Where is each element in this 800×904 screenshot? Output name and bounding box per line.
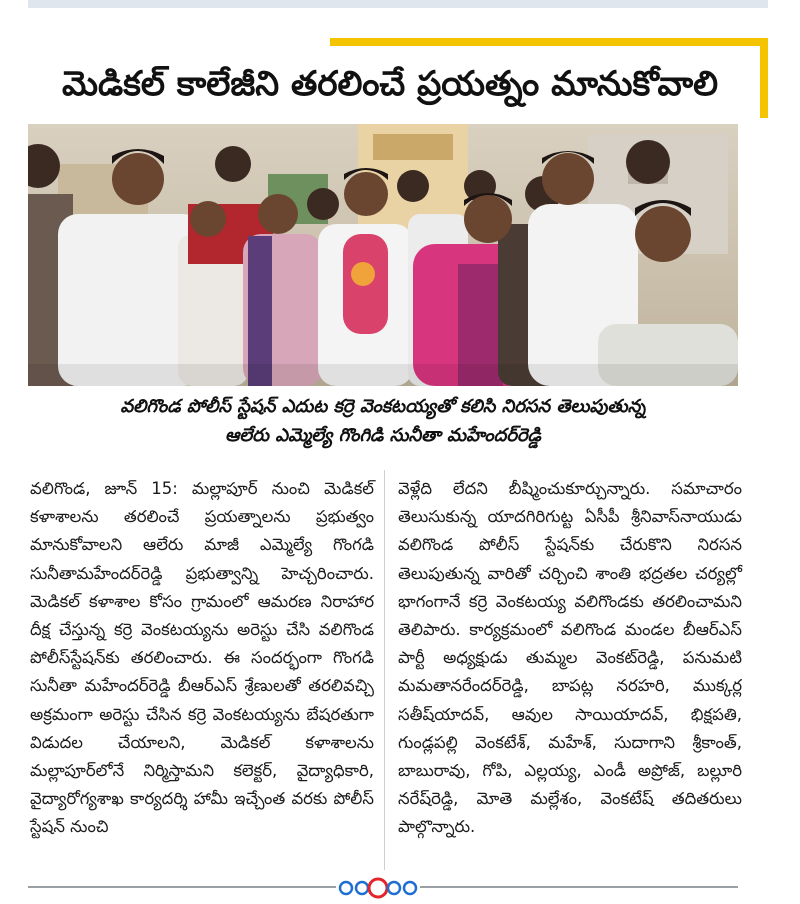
article-headline: మెడికల్ కాలేజీని తరలించే ప్రయత్నం మానుకోవాలి bbox=[61, 64, 719, 104]
top-strip bbox=[28, 0, 768, 8]
column-divider bbox=[384, 470, 385, 870]
ring-ornament-icon bbox=[336, 876, 420, 900]
caption-line-2: ఆలేరు ఎమ్మెల్యే గొంగిడి సునీతా మహేందర్‌రెడ్డి bbox=[225, 425, 541, 446]
photo-caption bbox=[28, 392, 738, 450]
article-body-right: వెళ్లేది లేదని బీష్మించుకూర్చున్నారు. సమాచారం తెలుసుకున్న యాదగిరిగుట్ట ఏసీపీ శ్రీనివాస్‌నాయుడు వలిగొండ పోలీస్ స్టేషన్‌కు చేరుకొని నిరసన తెలుపుతున్న వారితో చర్చించి శాంతి భద్రతల చర్యల్లో భాగంగానే కర్రె వెంకటయ్య వలిగొండకు తరలించామని తెలిపారు. కార్యక్రమంలో వలిగొండ మండల బీఆర్‌ఎస్ పార్టీ అధ్యక్షుడు తుమ్మల వెంకట్‌రెడ్డి, పనుమటి మమతానరేందర్‌రెడ్డి, బాపట్ల నరహరి, ముక్కర్ల సతీష్‌యాదవ్, ఆవుల సాయియాదవ్, భిక్షపతి, గుండ్లపల్లి వెంకటేశ్, మహేశ్, సుదాగాని శ్రీకాంత్, బాబురావు, గోపి, ఎల్లయ్య, ఎండీ అప్రోజ్, బల్లూరి నరేష్‌రెడ్డి, మోతె మల్లేశం, వెంకటేష్ తదితరులు పాల్గొన్నారు. bbox=[398, 479, 742, 837]
article-body-left: వలిగొండ, జూన్ 15: మల్లాపూర్ నుంచి మెడికల్ కళాశాలను తరలించే ప్రయత్నాలను ప్రభుత్వం మానుకోవాలని ఆలేరు మాజీ ఎమ్మెల్యే గొంగడి సునీతామహేందర్‌రెడ్డి ప్రభుత్వాన్ని హెచ్చరించారు. మెడికల్ కళాశాల కోసం గ్రామంలో ఆమరణ నిరాహార దీక్ష చేస్తున్న కర్రె వెంకటయ్యను అరెస్టు చేసి వలిగొండ పోలీస్‌స్టేషన్‌కు తరలించారు. ఈ సందర్భంగా గొంగడి సునీతా మహేందర్‌రెడ్డి బీఆర్‌ఎస్ శ్రేణులతో తరలివచ్చి అక్రమంగా అరెస్టు చేసిన కర్రె వెంకటయ్యను బేషరతుగా విడుదల చేయాలని, మెడికల్ కళాశాలను మల్లాపూర్‌లోనే నిర్మిస్తామని కలెక్టర్, వైద్యాధికారి, వైద్యారోగ్యశాఖ కార్యదర్శి హామీ ఇచ్చేంత వరకు పోలీస్ స్టేషన్ నుంచి bbox=[30, 479, 374, 837]
accent-bar bbox=[330, 38, 768, 46]
news-photo bbox=[28, 124, 738, 386]
accent-bar-side bbox=[760, 38, 768, 118]
caption-line-1: వలిగొండ పోలీస్ స్టేషన్ ఎదుట కర్రె వెంకటయ్యతో కలిసి నిరసన తెలుపుతున్న bbox=[120, 396, 646, 417]
